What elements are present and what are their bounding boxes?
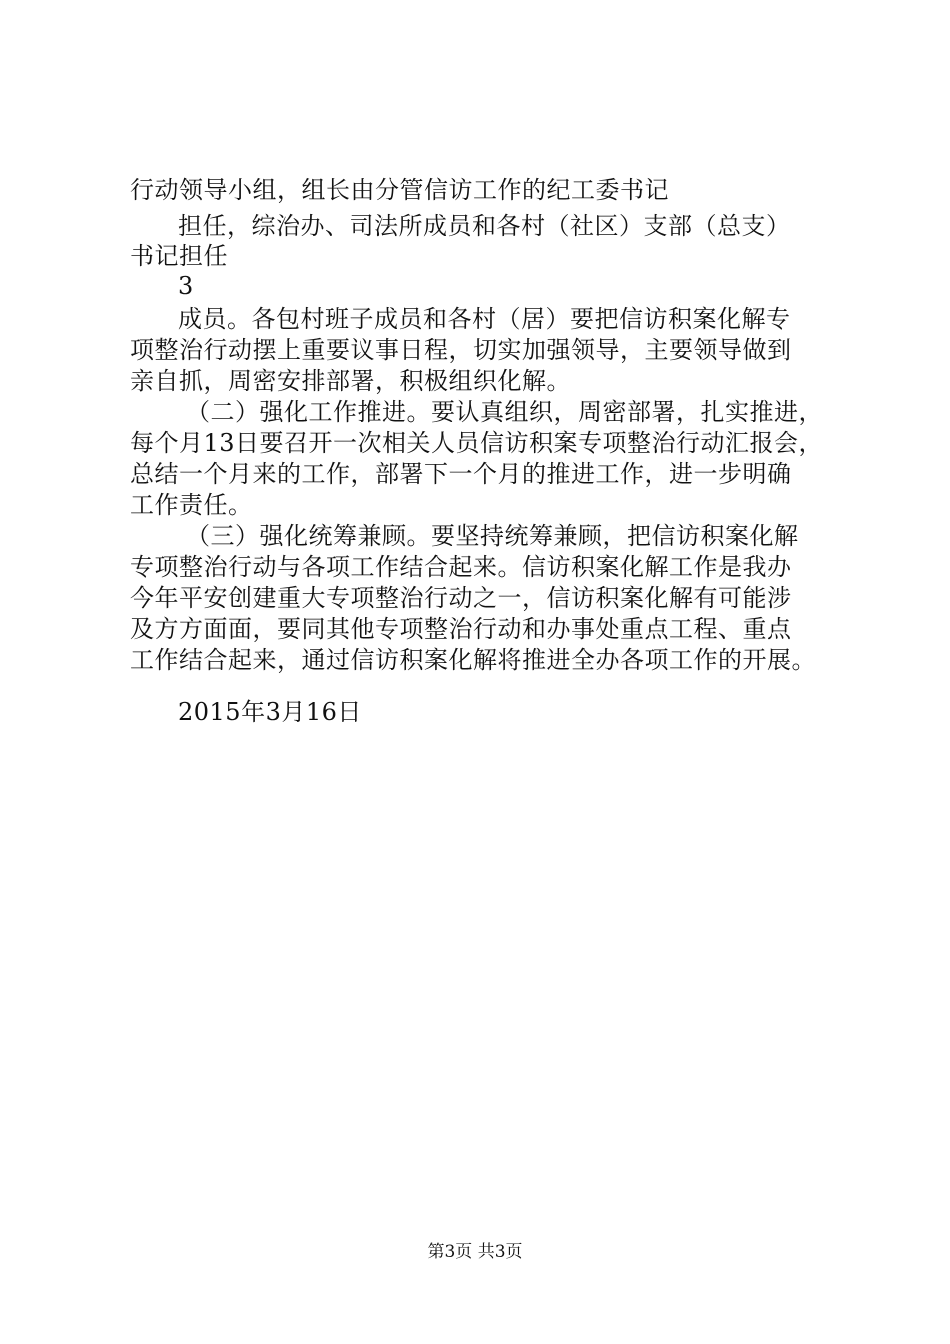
page-number-inline: 3 [178, 272, 194, 300]
paragraph-line: 项整治行动摆上重要议事日程，切实加强领导，主要领导做到 [130, 336, 792, 364]
paragraph-line: （三）强化统筹兼顾。要坚持统筹兼顾，把信访积案化解 [186, 522, 799, 550]
paragraph-line: （二）强化工作推进。要认真组织，周密部署，扎实推进， [186, 398, 823, 426]
paragraph-line: 亲自抓，周密安排部署，积极组织化解。 [130, 367, 571, 395]
paragraph-line: 工作责任。 [130, 491, 253, 519]
paragraph-line: 今年平安创建重大专项整治行动之一，信访积案化解有可能涉 [130, 584, 792, 612]
paragraph-line: 工作结合起来，通过信访积案化解将推进全办各项工作的开展。 [130, 646, 816, 674]
paragraph-line: 总结一个月来的工作，部署下一个月的推进工作，进一步明确 [130, 460, 792, 488]
paragraph-line: 行动领导小组，组长由分管信访工作的纪工委书记 [130, 176, 669, 204]
paragraph-line: 担任，综治办、司法所成员和各村（社区）支部（总支） [178, 212, 791, 240]
page-footer: 第3页 共3页 [427, 1242, 523, 1262]
paragraph-line: 专项整治行动与各项工作结合起来。信访积案化解工作是我办 [130, 553, 792, 581]
document-date: 2015年3月16日 [178, 698, 362, 726]
paragraph-line: 成员。各包村班子成员和各村（居）要把信访积案化解专 [178, 305, 791, 333]
paragraph-line: 书记担任 [130, 242, 228, 270]
paragraph-line: 每个月13日要召开一次相关人员信访积案专项整治行动汇报会， [130, 429, 824, 457]
paragraph-line: 及方方面面，要同其他专项整治行动和办事处重点工程、重点 [130, 615, 792, 643]
